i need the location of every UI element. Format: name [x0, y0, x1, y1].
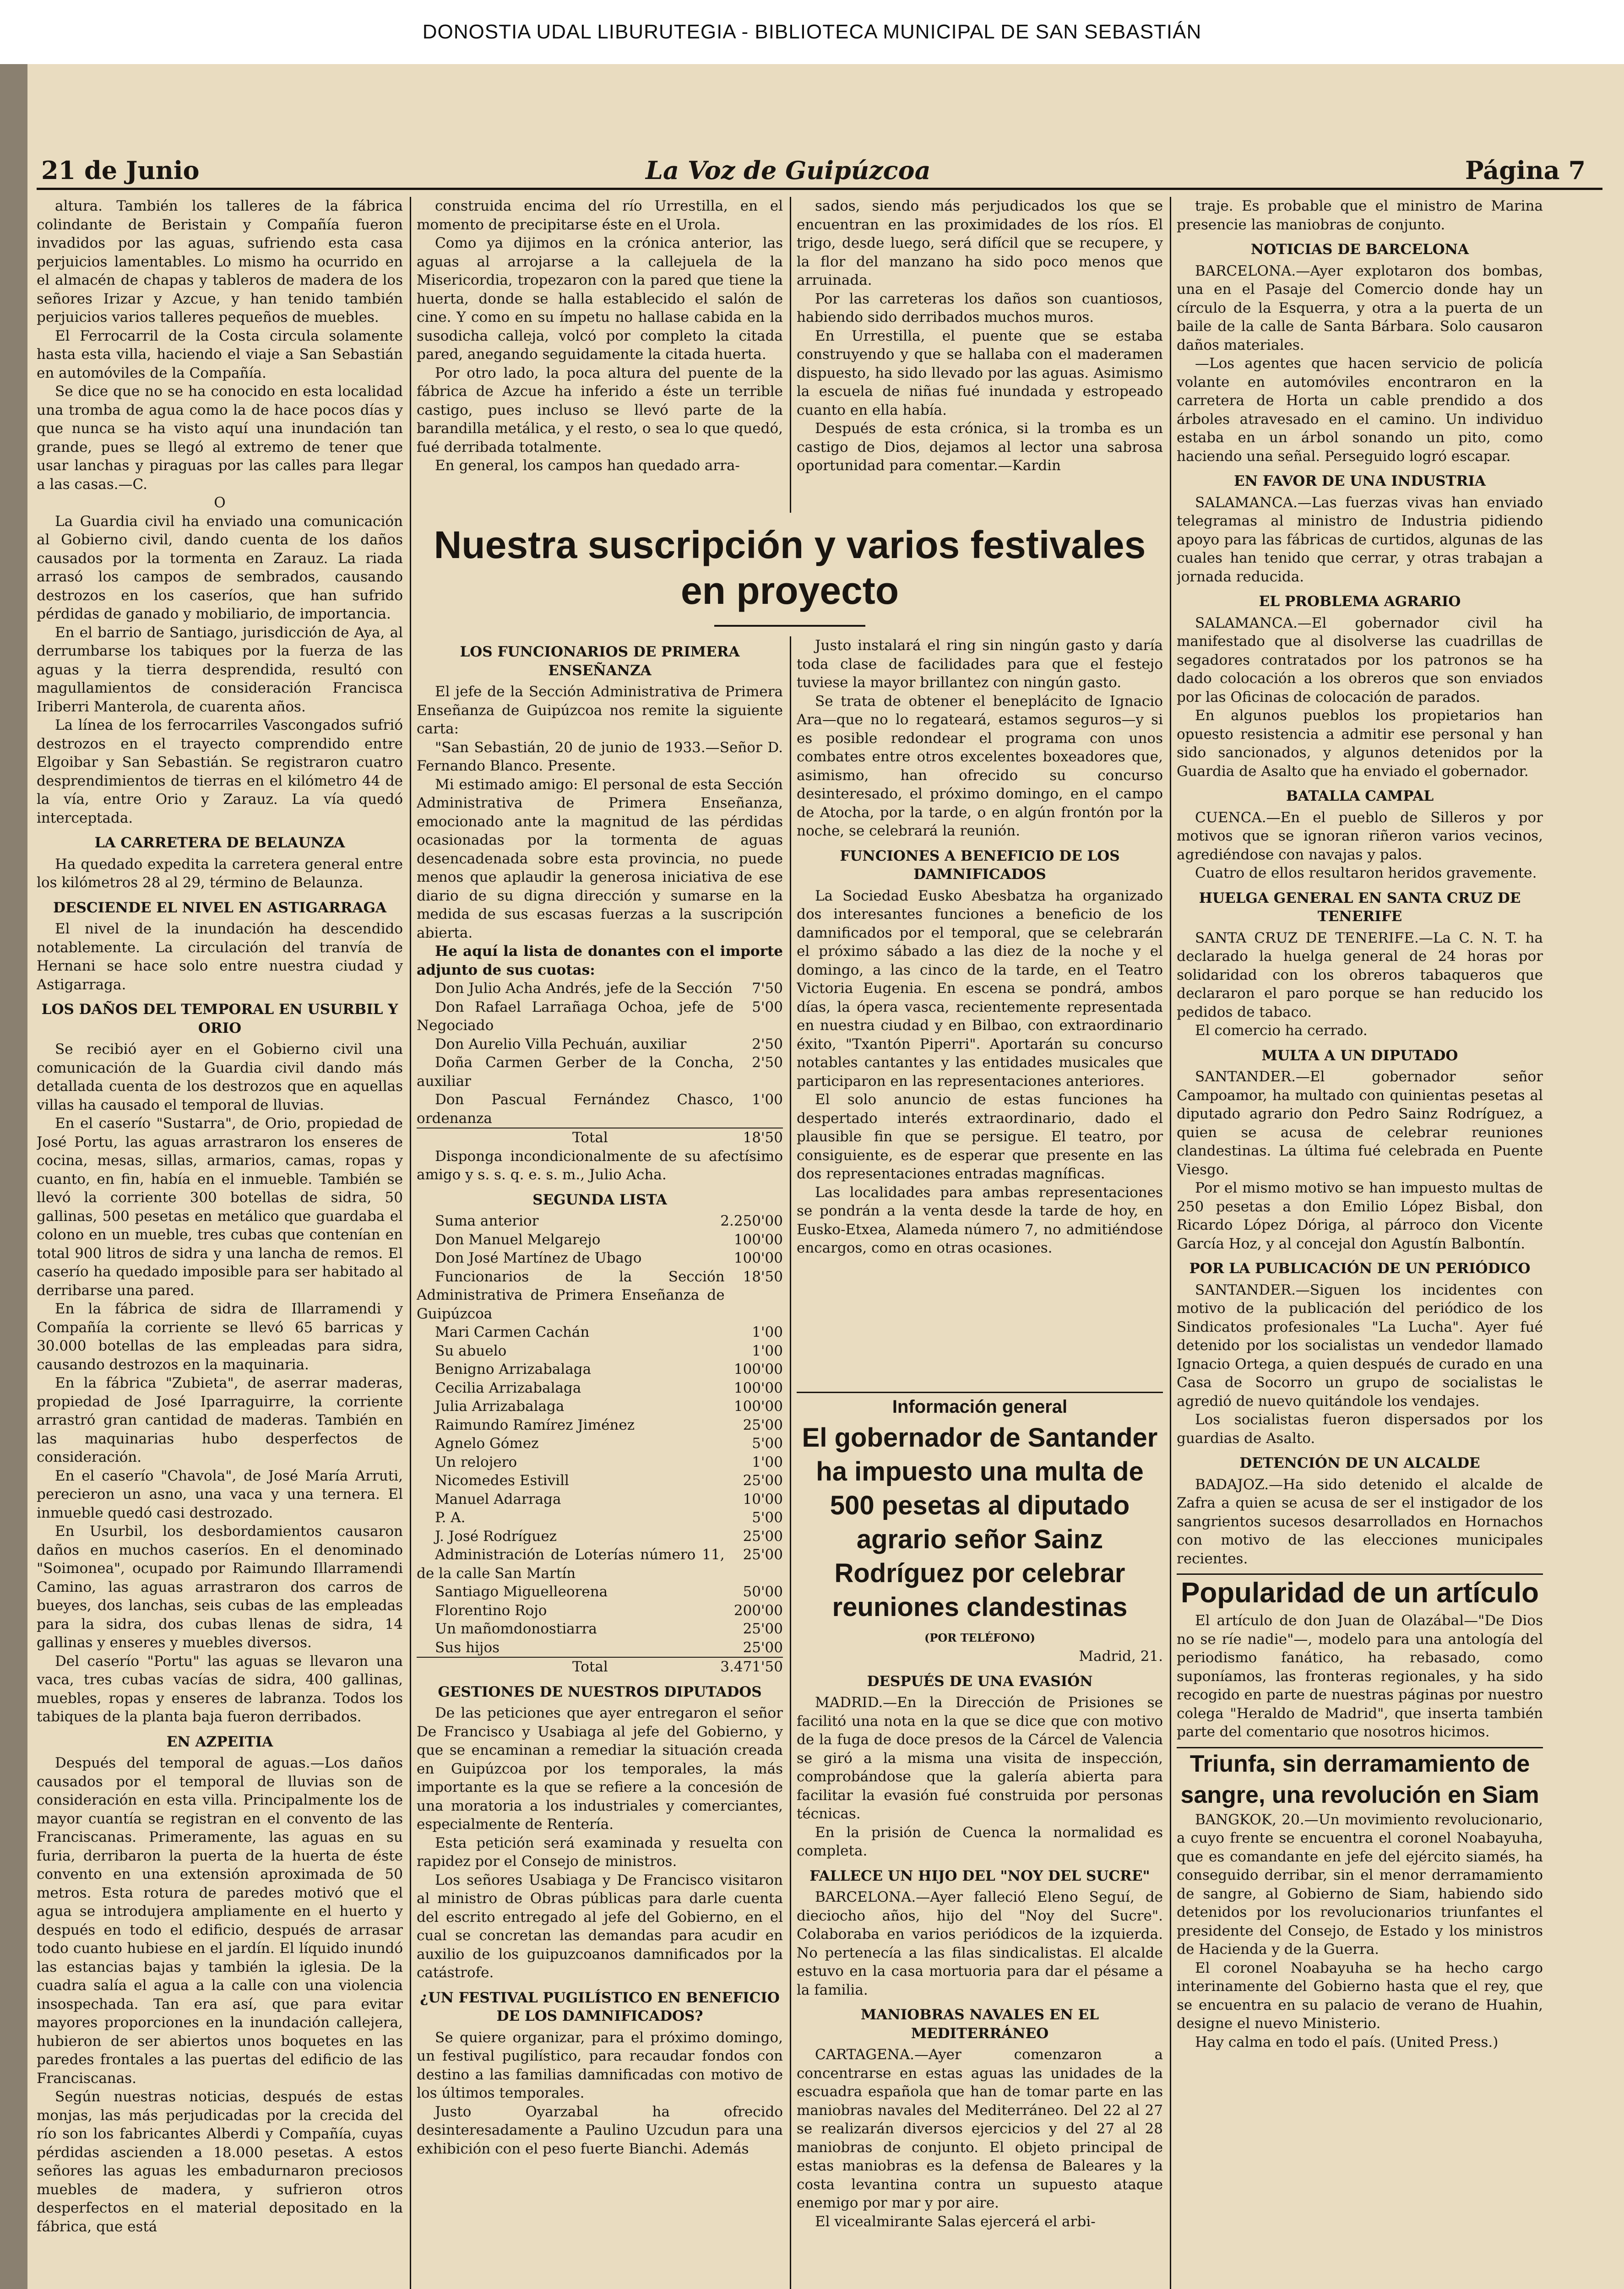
list-amount: 25'00 [743, 1546, 783, 1563]
list-row [417, 1434, 783, 1453]
newspaper-name: La Voz de Guipúzcoa [646, 156, 931, 185]
paragraph: BARCELONA.—Ayer explotaron dos bombas, una en el Pasaje del Comercio donde hay un círculo de la Esquerra, y otra a la puerta de un baile de la calle de Santa Bárbara. Solo causaron daños materiales. [1177, 262, 1543, 353]
binding-shadow [0, 64, 27, 2289]
list-amount: 100'00 [733, 1379, 783, 1396]
informacion-general [797, 1392, 1163, 2289]
list-amount: 100'00 [733, 1250, 783, 1266]
list-name: Manuel Adarraga [435, 1491, 561, 1508]
list-amount: 5'00 [752, 1509, 783, 1526]
list-row [417, 1620, 783, 1638]
paragraph: Disponga incondicionalmente de su afectísimo amigo y s. s. q. e. s. m., Julio Acha. [417, 1148, 783, 1183]
paragraph: Se trata de obtener el beneplácito de Ignacio Ara—que no lo regateará, estamos seguros—y si es posible redondear el programa con unos combates entre otros excelentes boxeadores que, asimismo, han ofrecido su concurso desinteresado, el próximo domingo, en el campo de Atocha, por la tarde, o en algún frontón por la noche, se celebrará la reunión. [797, 693, 1163, 839]
paragraph: Esta petición será examinada y resuelta con rapidez por el Consejo de ministros. [417, 1834, 783, 1870]
paragraph: Justo Oyarzabal ha ofrecido desinteresadamente a Paulino Uzcudun para una exhibición con el peso fuerte Bianchi. Además [417, 2103, 783, 2157]
paragraph: El vicealmirante Salas ejercerá el arbi- [815, 2213, 1096, 2230]
paragraph: Justo instalará el ring sin ningún gasto y daría toda clase de facilidades para que el festejo tuviese la mayor brillantez con ningún gasto. [797, 637, 1163, 691]
subheading: DESCIENDE EL NIVEL EN ASTIGARRAGA [53, 899, 387, 916]
list-name: P. A. [435, 1509, 466, 1526]
list-amount: 25'00 [743, 1416, 783, 1433]
list-row [417, 1053, 783, 1090]
list-amount: 100'00 [733, 1231, 783, 1248]
total-value: 3.471'50 [720, 1659, 783, 1675]
list-name: Funcionarios de la Sección Administrativa de Primera Enseñanza de Guipúzcoa [417, 1268, 725, 1322]
list-name: Doña Carmen Gerber de la Concha, auxiliar [417, 1054, 734, 1090]
headline-rule [714, 625, 865, 627]
siam-headline: Triunfa, sin derramamiento de sangre, una revolución en Siam [1177, 1747, 1543, 1811]
list-row [417, 1546, 783, 1583]
list-row [417, 1527, 783, 1546]
suscripcion-headline: Nuestra suscripción y varios festivales en proyecto [434, 523, 1146, 612]
subheading: LOS FUNCIONARIOS DE PRIMERA ENSEÑANZA [460, 644, 740, 679]
list-amount: 1'00 [752, 1342, 783, 1359]
total-label: Total [572, 1659, 608, 1675]
subheading: MULTA A UN DIPUTADO [1261, 1047, 1458, 1064]
list-name: Sus hijos [435, 1639, 500, 1656]
list-name: Santiago Miguelleorena [435, 1584, 608, 1600]
paragraph: He aquí la lista de donantes con el importe adjunto de sus cuotas: [417, 943, 783, 978]
subheading: BATALLA CAMPAL [1286, 788, 1434, 804]
popularidad-headline: Popularidad de un artículo [1177, 1573, 1543, 1611]
list-amount: 2'50 [752, 1036, 783, 1052]
page-header [37, 156, 1602, 190]
list-row [417, 1212, 783, 1231]
list-amount: 25'00 [743, 1621, 783, 1637]
list-row [417, 1379, 783, 1398]
subheading: HUELGA GENERAL EN SANTA CRUZ DE TENERIFE [1199, 890, 1521, 925]
subheading: LA CARRETERA DE BELAUNZA [94, 835, 345, 851]
list-amount: 2'50 [752, 1054, 783, 1071]
newspaper-scan [0, 64, 1624, 2289]
subheading: MANIOBRAS NAVALES EN EL MEDITERRÁNEO [860, 2007, 1099, 2042]
paragraph: Los señores Usabiaga y De Francisco visitaron al ministro de Obras públicas para darle cuenta del escrito entregado al jefe del Gobierno, en el cual se concretan las demandas para acudir en auxilio de los guipuzcoanos damnificados por la catástrofe. [417, 1871, 783, 1981]
list-amount: 25'00 [743, 1528, 783, 1545]
donor-list [417, 979, 783, 1128]
list-row [417, 1601, 783, 1620]
paragraph: BADAJOZ.—Ha sido detenido el alcalde de Zafra a quien se acusa de ser el instigador de los sangrientos sucesos desarrollados en Hornachos con motivo de las elecciones municipales recientes. [1177, 1476, 1543, 1567]
list-name: Don Pascual Fernández Chasco, ordenanza [417, 1091, 734, 1127]
paragraph: En la fábrica de sidra de Illarramendi y Compañía la corriente se llevó 65 barricas y 30.000 botellas de las empleadas para sidra, causando destrozos en la maquinaria. [37, 1301, 403, 1373]
paragraph: El artículo de don Juan de Olazábal—"De Dios no se ríe nadie"—, modelo para una antología del periodismo fanático, ha rebasado, como suponíamos, las fronteras regionales, y ha sido recogido en parte de nuestras páginas por nuestro colega "Heraldo de Madrid", que inserta también parte del comentario que nosotros hicimos. [1177, 1612, 1543, 1740]
paragraph: La línea de los ferrocarriles Vascongados sufrió destrozos en el trayecto comprendido entre Elgoibar y San Sebastián. Se registraron cuatro desprendimientos de tierras en el kilómetro 44 de la vía, entre Orio y Zarauz. La vía quedó interceptada. [37, 717, 403, 826]
list-row [417, 1471, 783, 1490]
column-rule [790, 636, 791, 2289]
paragraph: Se recibió ayer en el Gobierno civil una comunicación de la Guardia civil dando más detallada cuenta de los destrozos que en aquellas villas ha causado el temporal de lluvias. [37, 1041, 403, 1113]
list-row [417, 1453, 783, 1472]
list-name: Un mañomdonostiarra [435, 1621, 597, 1637]
second-list [417, 1212, 783, 1657]
paragraph: El coronel Noabayuha se ha hecho cargo interinamente del Gobierno hasta que el rey, que se encuentra en su palacio de verano de Huahin, designe el nuevo Ministerio. [1177, 1959, 1543, 2032]
paragraph: sados, siendo más perjudicados los que se encuentran en las proximidades de los ríos. El trigo, desde luego, será difícil que se recupere, y la flor del manzano ha sido poco menos que arruinada. [797, 198, 1163, 288]
subheading: SEGUNDA LISTA [532, 1191, 667, 1208]
column-rule [790, 197, 791, 513]
list-row [417, 1342, 783, 1361]
subheading: EN AZPEITIA [166, 1733, 273, 1750]
list-name: Don José Martínez de Ubago [435, 1250, 642, 1266]
paragraph: CARTAGENA.—Ayer comenzaron a concentrarse en estas aguas las unidades de la escuadra española que han de tomar parte en las maniobras navales del Mediterráneo. Del 22 al 27 se realizarán diversos ejercicios y del 27 al 28 maniobras de conjunto. El objeto principal de estas maniobras es la defensa de Baleares y la costa levantina contra un supuesto ataque enemigo por mar y por aire. [797, 2046, 1163, 2211]
column-rule [410, 197, 411, 2289]
newspaper-page [27, 64, 1624, 2289]
paragraph: Se dice que no se ha conocido en esta localidad una tromba de agua como la de hace pocos días y que nunca se ha visto aquí una inundación tan grande, pues se llegó al extremo de tener que usar lanchas y piraguas por las calles para llegar a las casas.—C. [37, 383, 403, 493]
list-row [417, 1323, 783, 1342]
list-amount: 2.250'00 [720, 1213, 783, 1229]
list-name: Nicomedes Estivill [435, 1472, 569, 1489]
paragraph: La Guardia civil ha enviado una comunicación al Gobierno civil, dando cuenta de los daños causados por la tormenta en Zarauz. La riada arrasó los campos de sembrados, causando destrozos en los caseríos, que han sufrido pérdidas de ganado y mobiliario, de importancia. [37, 513, 403, 622]
paragraph: El comercio ha cerrado. [1195, 1022, 1368, 1039]
subheading: FUNCIONES A BENEFICIO DE LOS DAMNIFICADOS [840, 847, 1120, 883]
paragraph: Después de esta crónica, si la tromba es un castigo de Dios, dejamos al lector una sabrosa oportunidad para comentar.—Kardin [797, 420, 1163, 474]
header-date: 21 de Junio [41, 156, 200, 185]
column-3-top [797, 197, 1163, 513]
paragraph: CUENCA.—En el pueblo de Silleros y por motivos que se ignoran riñeron varios vecinos, agrediéndose con navajas y palos. [1177, 809, 1543, 863]
list-name: Un relojero [435, 1454, 517, 1470]
subheading: GESTIONES DE NUESTROS DIPUTADOS [438, 1683, 762, 1700]
column-4 [1177, 197, 1543, 2289]
subheading: NOTICIAS DE BARCELONA [1250, 241, 1469, 258]
list-row [417, 1416, 783, 1435]
list-name: Julia Arrizabalaga [435, 1398, 565, 1415]
list-amount: 200'00 [733, 1602, 783, 1619]
subheading: LOS DAÑOS DEL TEMPORAL EN USURBIL Y ORIO [41, 1001, 398, 1036]
paragraph: Los socialistas fueron dispersados por los guardias de Asalto. [1177, 1411, 1543, 1447]
paragraph: Cuatro de ellos resultaron heridos gravemente. [1195, 865, 1537, 881]
list-amount: 18'50 [743, 1268, 783, 1285]
paragraph: En la fábrica "Zubieta", de aserrar maderas, propiedad de José Iparraguirre, la corriente arrastró gran cantidad de maderas. También en las maquinarias hubo desperfectos de consideración. [37, 1375, 403, 1465]
paragraph: El Ferrocarril de la Costa circula solamente hasta esta villa, haciendo el viaje a San Sebastián en automóviles de la Compañía. [37, 327, 403, 381]
list-row [417, 1268, 783, 1323]
list-row [417, 1490, 783, 1509]
paragraph: En la prisión de Cuenca la normalidad es completa. [797, 1824, 1163, 1859]
paragraph: "San Sebastián, 20 de junio de 1933.—Señor D. Fernando Blanco. Presente. [417, 739, 783, 774]
library-banner: DONOSTIA UDAL LIBURUTEGIA - BIBLIOTECA MUNICIPAL DE SAN SEBASTIÁN [0, 0, 1624, 64]
subheading: ¿UN FESTIVAL PUGILÍSTICO EN BENEFICIO DE LOS DAMNIFICADOS? [420, 1989, 780, 2024]
list-amount: 25'00 [743, 1472, 783, 1489]
list-name: Cecilia Arrizabalaga [435, 1379, 581, 1396]
list-row [417, 1035, 783, 1054]
suscripcion-headline-box [417, 522, 1163, 627]
paragraph: En el caserío "Chavola", de José María Arruti, perecieron un asno, una vaca y una ternera. El inmueble quedó casi destrozado. [37, 1467, 403, 1521]
list-name: Don Manuel Melgarejo [435, 1231, 601, 1248]
list-amount: 1'00 [752, 1454, 783, 1470]
paragraph: En el caserío "Sustarra", de Orio, propiedad de José Portu, las aguas arrastraron los enseres de cocina, mesas, sillas, armarios, camas, ropas y cuanto, en fin, había en el inmueble. También se llevó la corriente 300 botellas de sidra, 50 gallinas, 500 pesetas en metálico que guardaba el colono en un mueble, tres cubas que contenían en total 900 litros de sidra y una lancha de remos. El caserío ha quedado imposible para ser habitado al derribarse una pared. [37, 1115, 403, 1299]
column-3-body [797, 636, 1163, 1392]
list-amount: 10'00 [743, 1491, 783, 1508]
paragraph: Se quiere organizar, para el próximo domingo, un festival pugilístico, para recaudar fondos con destino a las familias damnificadas con motivo de los últimos temporales. [417, 2029, 783, 2101]
list-name: Mari Carmen Cachán [435, 1324, 590, 1340]
paragraph: MADRID.—En la Dirección de Prisiones se facilitó una nota en la que se dice que con motivo de la fuga de doce presos de la Cárcel de Valencia se giró a la misma una visita de inspección, comprobándose que la galería abierta para facilitar la evasión fué construida por personas técnicas. [797, 1694, 1163, 1822]
page-number: Página 7 [1465, 156, 1586, 185]
subheading: DETENCIÓN DE UN ALCALDE [1239, 1455, 1480, 1471]
paragraph: En Usurbil, los desbordamientos causaron daños en muchos caseríos. En el denominado "Soimonea", ocupado por Raimundo Illarramendi Camino, las aguas arrastraron dos carros de bueyes, dos lanchas, seis cubas de las empleadas para la sidra, dos cubas llenas de sidra, 14 gallinas y enseres y muebles diversos. [37, 1523, 403, 1651]
paragraph: Las localidades para ambas representaciones se pondrán a la venta desde la tarde de hoy, en Eusko-Etxea, Alameda número 7, no admitiéndose encargos, como en otras ocasiones. [797, 1184, 1163, 1256]
total-row [417, 1128, 783, 1147]
paragraph: BANGKOK, 20.—Un movimiento revolucionario, a cuyo frente se encuentra el coronel Noabayuha, que es comandante en jefe del ejército siamés, ha conseguido derribar, sin el menor derramamiento de sangre, al Gobierno de Siam, habiendo sido detenidos por los revolucionarios triunfantes el presidente del Consejo, de Estado y los ministros de Hacienda y de la Guerra. [1177, 1811, 1543, 1958]
section-kicker: Información general [797, 1392, 1163, 1416]
total-value: 18'50 [743, 1129, 783, 1146]
list-amount: 5'00 [752, 998, 783, 1015]
list-name: Don Aurelio Villa Pechuán, auxiliar [435, 1036, 687, 1052]
list-name: Benigno Arrizabalaga [435, 1361, 592, 1378]
list-name: Raimundo Ramírez Jiménez [435, 1416, 635, 1433]
paragraph: El solo anuncio de estas funciones ha despertado interés extraordinario, dado el plausible fin que se persigue. El teatro, por consiguiente, es de esperar que presente en las dos representaciones entradas magníficas. [797, 1091, 1163, 1182]
total-row [417, 1657, 783, 1676]
subheading: FALLECE UN HIJO DEL "NOY DEL SUCRE" [809, 1867, 1150, 1884]
paragraph: Por otro lado, la poca altura del puente de la fábrica de Azcue ha inferido a éste un terrible castigo, pues incluso se llevó parte de la barandilla metálica, y el resto, o sea lo que quedó, fué derribada totalmente. [417, 364, 783, 456]
subheading: EN FAVOR DE UNA INDUSTRIA [1234, 473, 1486, 489]
paragraph: traje. Es probable que el ministro de Marina presencie las maniobras de conjunto. [1177, 198, 1543, 233]
paragraph: El nivel de la inundación ha descendido notablemente. La circulación del tranvía de Hernani se hace solo entre nuestra ciudad y Astigarraga. [37, 921, 403, 993]
list-row [417, 998, 783, 1035]
list-name: Su abuelo [435, 1342, 507, 1359]
separator: O [214, 494, 226, 511]
list-row [417, 1508, 783, 1527]
column-rule [1170, 197, 1171, 2289]
paragraph: Ha quedado expedita la carretera general entre los kilómetros 28 al 29, término de Belaunza. [37, 856, 403, 891]
list-amount: 1'00 [752, 1324, 783, 1340]
list-amount: 1'00 [752, 1091, 783, 1108]
list-row [417, 1397, 783, 1416]
list-amount: 7'50 [752, 980, 783, 997]
paragraph: De las peticiones que ayer entregaron el señor De Francisco y Usabiaga al jefe del Gobierno, y que se encaminan a remediar la situación creada en Guipúzcoa por los temporales, la más importante es la que se refiere a la concesión de una moratoria a los industriales y comerciantes, especialmente de Rentería. [417, 1705, 783, 1833]
paragraph: —Los agentes que hacen servicio de policía volante en automóviles encontraron en la carretera de Horta un cable prendido a dos árboles atravesado en el camino. Un individuo estaba en un árbol sonando un pito, como haciendo una señal. Perseguido logró escapar. [1177, 355, 1543, 465]
list-row [417, 1360, 783, 1379]
list-name: Florentino Rojo [435, 1602, 547, 1619]
paragraph: Por las carreteras los daños son cuantiosos, habiendo sido derribados muchos muros. [797, 290, 1163, 325]
list-name: Suma anterior [435, 1213, 539, 1229]
paragraph: BARCELONA.—Ayer falleció Eleno Seguí, de dieciocho años, hijo del "Noy del Sucre". Colaboraba en varios periódicos de la izquierda. No pertenecía a las filas sindicalistas. El alcalde estuvo en la casa mortuoria para dar el pésame a la familia. [797, 1889, 1163, 1998]
list-amount: 100'00 [733, 1398, 783, 1415]
column-1 [37, 197, 403, 2289]
subheading: EL PROBLEMA AGRARIO [1259, 593, 1461, 610]
paragraph: En general, los campos han quedado arra- [435, 457, 740, 474]
byline: (POR TELÉFONO) [924, 1631, 1036, 1644]
paragraph: SANTA CRUZ DE TENERIFE.—La C. N. T. ha declarado la huelga general de 24 horas por solidaridad con los obreros tabaqueros que declararon el paro porque se han reducido los pedidos de tabaco. [1177, 929, 1543, 1020]
list-name: Don Rafael Larrañaga Ochoa, jefe de Negociado [417, 998, 734, 1034]
column-2-top [417, 197, 783, 513]
list-row [417, 1249, 783, 1268]
paragraph: En el barrio de Santiago, jurisdicción de Aya, al derrumbarse los tabiques por la fuerza de las aguas y la tierra desprendida, resultó con magullamientos de consideración Francisca Iriberri Manterola, de cuarenta años. [37, 624, 403, 715]
general-headline: El gobernador de Santander ha impuesto una multa de 500 pesetas al diputado agrario señor Sainz Rodríguez por celebrar reuniones clandestinas [802, 1422, 1158, 1622]
paragraph: La Sociedad Eusko Abesbatza ha organizado dos interesantes funciones a beneficio de los damnificados por el temporal, que se celebrarán el próximo sábado a las diez de la noche y el domingo, a las cinco de la tarde, en el Teatro Victoria Eugenia. En escena se pondrá, ambos días, la ópera vasca, recientemente representada en nuestra ciudad y en Bilbao, con extraordinario éxito, "Txantón Piperri". Aportarán su concurso notables cantantes y las entidades musicales que participaron en las representaciones anteriores. [797, 887, 1163, 1090]
paragraph: SANTANDER.—El gobernador señor Campoamor, ha multado con quinientas pesetas al diputado agrario don Pedro Sainz Rodríguez, a quien se acusa de celebrar reuniones clandestinas. La última fué celebrada en Puente Viesgo. [1177, 1069, 1543, 1178]
list-row [417, 1231, 783, 1249]
list-amount: 50'00 [743, 1584, 783, 1600]
list-row [417, 979, 783, 998]
list-amount: 25'00 [743, 1639, 783, 1656]
paragraph: Por el mismo motivo se han impuesto multas de 250 pesetas a don Emilio López Bisbal, don Ricardo López Dóriga, al párroco don Vicente García Hoz, y al concejal don Agustín Balbontín. [1177, 1180, 1543, 1252]
paragraph: Según nuestras noticias, después de estas monjas, las más perjudicadas por la crecida del río son los fabricantes Alberdi y Compañía, cuyas pérdidas ascienden a 18.000 pesetas. A estos señores las aguas les embadurnaron preciosos muebles de madera, y sufrieron otros desperfectos en el material depositado en la fábrica, que está [37, 2088, 403, 2235]
paragraph: El jefe de la Sección Administrativa de Primera Enseñanza de Guipúzcoa nos remite la siguiente carta: [417, 683, 783, 737]
paragraph: altura. También los talleres de la fábrica colindante de Beristain y Compañía fueron invadidos por las aguas, sufriendo esta casa perjuicios lamentables. Lo mismo ha ocurrido en el almacén de chapas y tableros de madera de los señores Irizar y Azcue, y han tenido también perjuicios varios talleres pequeños de muebles. [37, 198, 403, 325]
paragraph: Mi estimado amigo: El personal de esta Sección Administrativa de Primera Enseñanza, emocionado ante la magnitud de las pérdidas ocasionadas por la tormenta de aguas desencadenada sobre esta provincia, no puede menos que aplaudir la generosa iniciativa de ese diario de su digna dirección y sumarse en la medida de sus escasas fuerzas a la suscripción abierta. [417, 776, 783, 941]
paragraph: Como ya dijimos en la crónica anterior, las aguas al arrojarse a la callejuela de la Misericordia, tropezaron con la pared que tiene la huerta, donde se halla establecido el salón de cine. Y como en su ímpetu no hallase cabida en la susodicha calleja, volcó por completo la citada pared, anegando seguidamente la citada huerta. [417, 235, 783, 363]
paragraph: Hay calma en todo el país. (United Press.) [1195, 2034, 1499, 2050]
paragraph: SALAMANCA.—El gobernador civil ha manifestado que al disolverse las cuadrillas de segadores contratados por los patronos se ha dado colocación a los obreros que son enviados por las Oficinas de colocación de parados. [1177, 614, 1543, 705]
dateline: Madrid, 21. [1079, 1648, 1163, 1665]
subheading: POR LA PUBLICACIÓN DE UN PERIÓDICO [1189, 1260, 1531, 1277]
total-label: Total [572, 1129, 608, 1146]
paragraph: Del caserío "Portu" las aguas se llevaron una vaca, tres cubas vacías de sidra, 400 gallinas, muebles, ropas y enseres de labranza. Todos los tabiques de la planta baja fueron derribados. [37, 1653, 403, 1725]
paragraph: Después del temporal de aguas.—Los daños causados por el temporal de lluvias son de consideración en esta villa. Principalmente los de mayor cuantía se registran en el convento de las Franciscanas. Primeramente, las aguas en su furia, derribaron la puerta de la huerta de éste convento en una extensión aproximada de 50 metros. Esta rotura de paredes motivó que el agua se introdujera ampliamente en el huerto y después en todo el edificio, después de arrasar todo cuanto hubiese en el jardín. El líquido inundó las estancias bajas y también la iglesia. De la cuadra salía el agua a la calle con una violencia insospechada. Tan era así, que para evitar mayores proporciones en la inundación callejera, hubieron de ser abiertos unos boquetes en las paredes frontales a las puertas del edificio de las Franciscanas. [37, 1755, 403, 2087]
paragraph: construida encima del río Urrestilla, en el momento de precipitarse éste en el Urola. [417, 198, 783, 233]
list-row [417, 1638, 783, 1657]
paragraph: SANTANDER.—Siguen los incidentes con motivo de la publicación del periódico de los Sindicatos profesionales "La Lucha". Ayer fué detenido por los socialistas un vendedor llamado Ignacio Ortega, a quien después de curado en una Casa de Socorro un grupo de socialistas le agredió de nuevo quitándole los vendajes. [1177, 1281, 1543, 1410]
list-row [417, 1090, 783, 1128]
subheading: DESPUÉS DE UNA EVASIÓN [867, 1673, 1093, 1690]
list-name: Don Julio Acha Andrés, jefe de la Sección [435, 980, 733, 997]
list-name: Administración de Loterías número 11, de la calle San Martín [417, 1546, 725, 1582]
list-row [417, 1583, 783, 1601]
list-name: Agnelo Gómez [435, 1435, 539, 1452]
column-2-body [417, 636, 783, 2289]
list-amount: 5'00 [752, 1435, 783, 1452]
paragraph: En algunos pueblos los propietarios han opuesto resistencia a admitir ese personal y han sido sancionados, y algunos detenidos por la Guardia de Asalto que ha enviado el gobernador. [1177, 707, 1543, 780]
list-name: J. José Rodríguez [435, 1528, 557, 1545]
paragraph: En Urrestilla, el puente que se estaba construyendo y que se hallaba con el maderamen dispuesto, ha sido llevado por las aguas. Asimismo la escuela de niñas fué inundada y estropeado cuanto en ella había. [797, 327, 1163, 418]
paragraph: SALAMANCA.—Las fuerzas vivas han enviado telegramas al ministro de Industria pidiendo apoyo para las fábricas de curtidos, algunas de las cuales han tenido que cerrar, y otras trabajan a jornada reducida. [1177, 494, 1543, 585]
list-amount: 100'00 [733, 1361, 783, 1378]
